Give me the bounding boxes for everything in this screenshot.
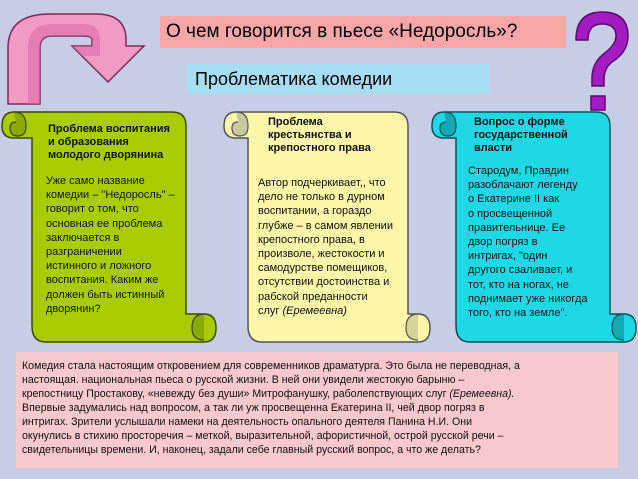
scroll-serfdom xyxy=(222,108,432,346)
scroll-heading: Проблема крестьянства и крепостного права xyxy=(268,116,371,154)
page-subtitle: Проблематика комедии xyxy=(187,64,489,94)
scroll-heading: Вопрос о форме государственной власти xyxy=(474,116,568,154)
scroll-state-power xyxy=(430,108,638,346)
scroll-body: Стародум, Правдин разоблачают легенду о Екатерине II как о просвещенной правительнице. Ее двор погряз в интригах, "один другого сваливает, и тот, кто на ногах, не поднимает уже никогда того, кто на земле". xyxy=(468,165,588,320)
scroll-body: Уже само название комедии – "Недоросль" – говорит о том, что основная ее проблема заключается в разграничении истинного и ложного воспитания. Каким же должен быть истинный дворянин? xyxy=(46,175,175,315)
scroll-heading: Проблема воспитания и образования молодого дворянина xyxy=(48,123,170,161)
scroll-body: Автор подчеркивает,, что дело не только в дурном воспитании, а гораздо глубже – в самом явлении крепостного права, в произволе, жестокости и самодурстве помещиков, отсутствии достоинства и рабской преданности слуг (Еремеевна) xyxy=(258,177,393,317)
question-mark-icon xyxy=(568,6,634,118)
curved-arrow-icon xyxy=(0,0,150,110)
summary-box: Комедия стала настоящим откровением для современников драматурга. Это была не переводная, а настоящая. национальная пьеса о русской жизни. В ней они увидели жестокую барыню – крепостницу Простакову, «невежду без души» Митрофанушку, раболепствующих слуг (Еремеевна). Впервые задумались над вопросом, а так ли уж просвещенна Екатерина II, чей двор погряз в интригах. Зрители услышали намеки на деятельность опального деятеля Панина Н.И. Они окунулись в стихию просторечия – меткой, выразительной, афористичной, острой русской речи – свидетельницы времени. И, наконец, задали себе главный русский вопрос, а что же делать? xyxy=(16,352,618,468)
scroll-upbringing xyxy=(0,108,218,346)
page-title: О чем говорится в пьесе «Недоросль»? xyxy=(160,16,566,48)
